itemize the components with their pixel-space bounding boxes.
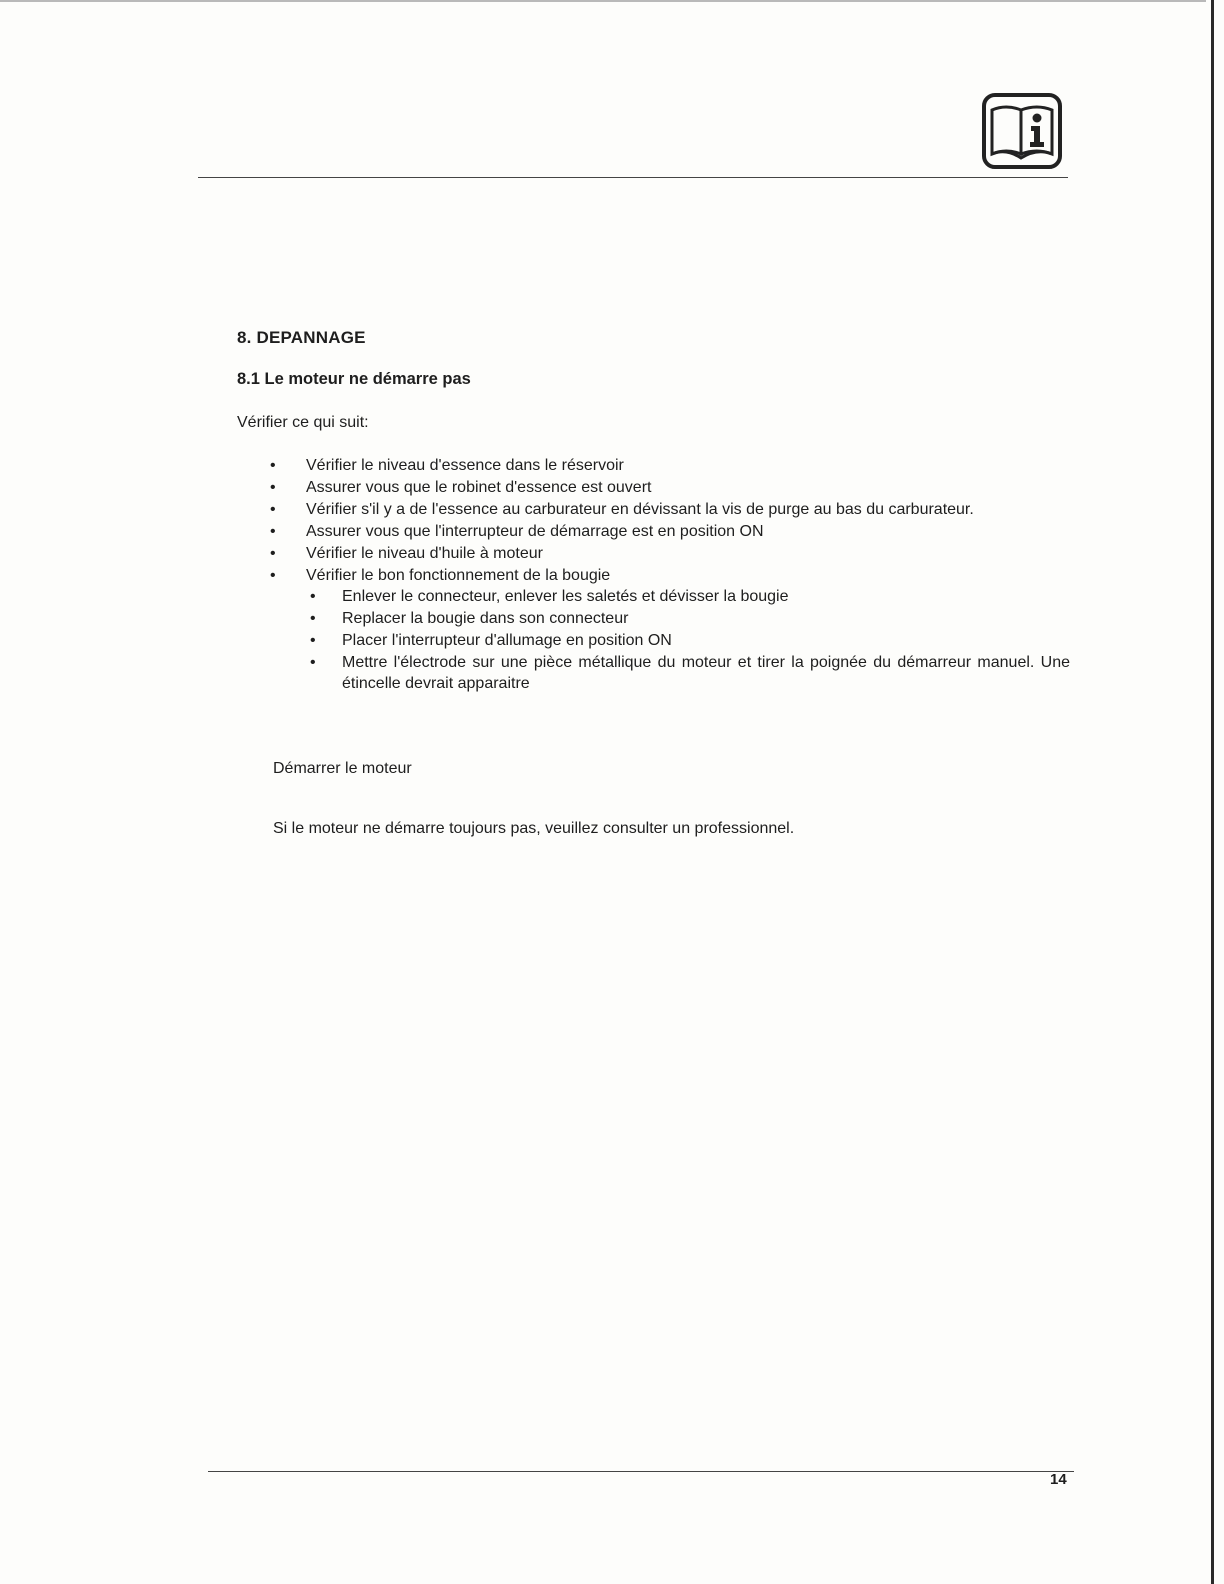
section-title: 8. DEPANNAGE: [237, 328, 366, 347]
checklist-item-text: Vérifier s'il y a de l'essence au carburateur en dévissant la vis de purge au bas du carburateur.: [306, 501, 974, 518]
checklist-item-text: Assurer vous que le robinet d'essence est ouvert: [306, 479, 652, 496]
footer-rule: [208, 1471, 1074, 1472]
checklist-item-text: Vérifier le bon fonctionnement de la bougie: [306, 567, 611, 584]
troubleshooting-checklist: [264, 455, 1070, 695]
bullet-icon: •: [270, 479, 276, 496]
bullet-icon: •: [270, 545, 276, 562]
bullet-icon: •: [310, 610, 316, 627]
subsection-title: 8.1 Le moteur ne démarre pas: [237, 370, 471, 388]
bullet-icon: •: [310, 632, 316, 649]
checklist-item-text: Vérifier le niveau d'huile à moteur: [306, 545, 543, 562]
sublist-item-text: Placer l'interrupteur d'allumage en position ON: [342, 632, 672, 649]
bullet-icon: •: [270, 567, 276, 584]
bullet-icon: •: [310, 588, 316, 605]
page-number: 14: [1050, 1471, 1067, 1488]
bullet-icon: •: [270, 523, 276, 540]
header-rule: [198, 177, 1068, 178]
bullet-icon: •: [310, 654, 316, 671]
checklist-item: [264, 521, 1070, 542]
checklist-item-text: Assurer vous que l'interrupteur de démarrage est en position ON: [306, 523, 764, 540]
sublist-item-text: Replacer la bougie dans son connecteur: [342, 610, 629, 627]
checklist-item: [264, 499, 1070, 520]
checklist-item-text: Vérifier le niveau d'essence dans le réservoir: [306, 457, 624, 474]
checklist-item: [264, 455, 1070, 476]
scan-top-edge: [0, 0, 1206, 2]
bullet-icon: •: [270, 457, 276, 474]
sublist-item: [306, 608, 1070, 629]
start-engine-text: Démarrer le moteur: [273, 760, 412, 777]
final-note-text: Si le moteur ne démarre toujours pas, veuillez consulter un professionnel.: [273, 820, 795, 837]
scan-right-edge: [1211, 0, 1214, 1584]
sublist-item-text: Mettre l'électrode sur une pièce métallique du moteur et tirer la poignée du démarreur manuel. Une étincelle devrait apparaitre: [342, 654, 1070, 692]
sublist-item: [306, 586, 1070, 607]
bullet-icon: •: [270, 501, 276, 518]
sublist-item-text: Enlever le connecteur, enlever les saletés et dévisser la bougie: [342, 588, 789, 605]
sublist-item: [306, 630, 1070, 651]
manual-info-icon: [981, 92, 1063, 170]
sublist-item: [306, 652, 1070, 694]
checklist-item: [264, 543, 1070, 564]
spark-plug-sublist: [306, 586, 1070, 694]
intro-text: Vérifier ce qui suit:: [237, 414, 369, 431]
checklist-item: [264, 565, 1070, 694]
checklist-item: [264, 477, 1070, 498]
